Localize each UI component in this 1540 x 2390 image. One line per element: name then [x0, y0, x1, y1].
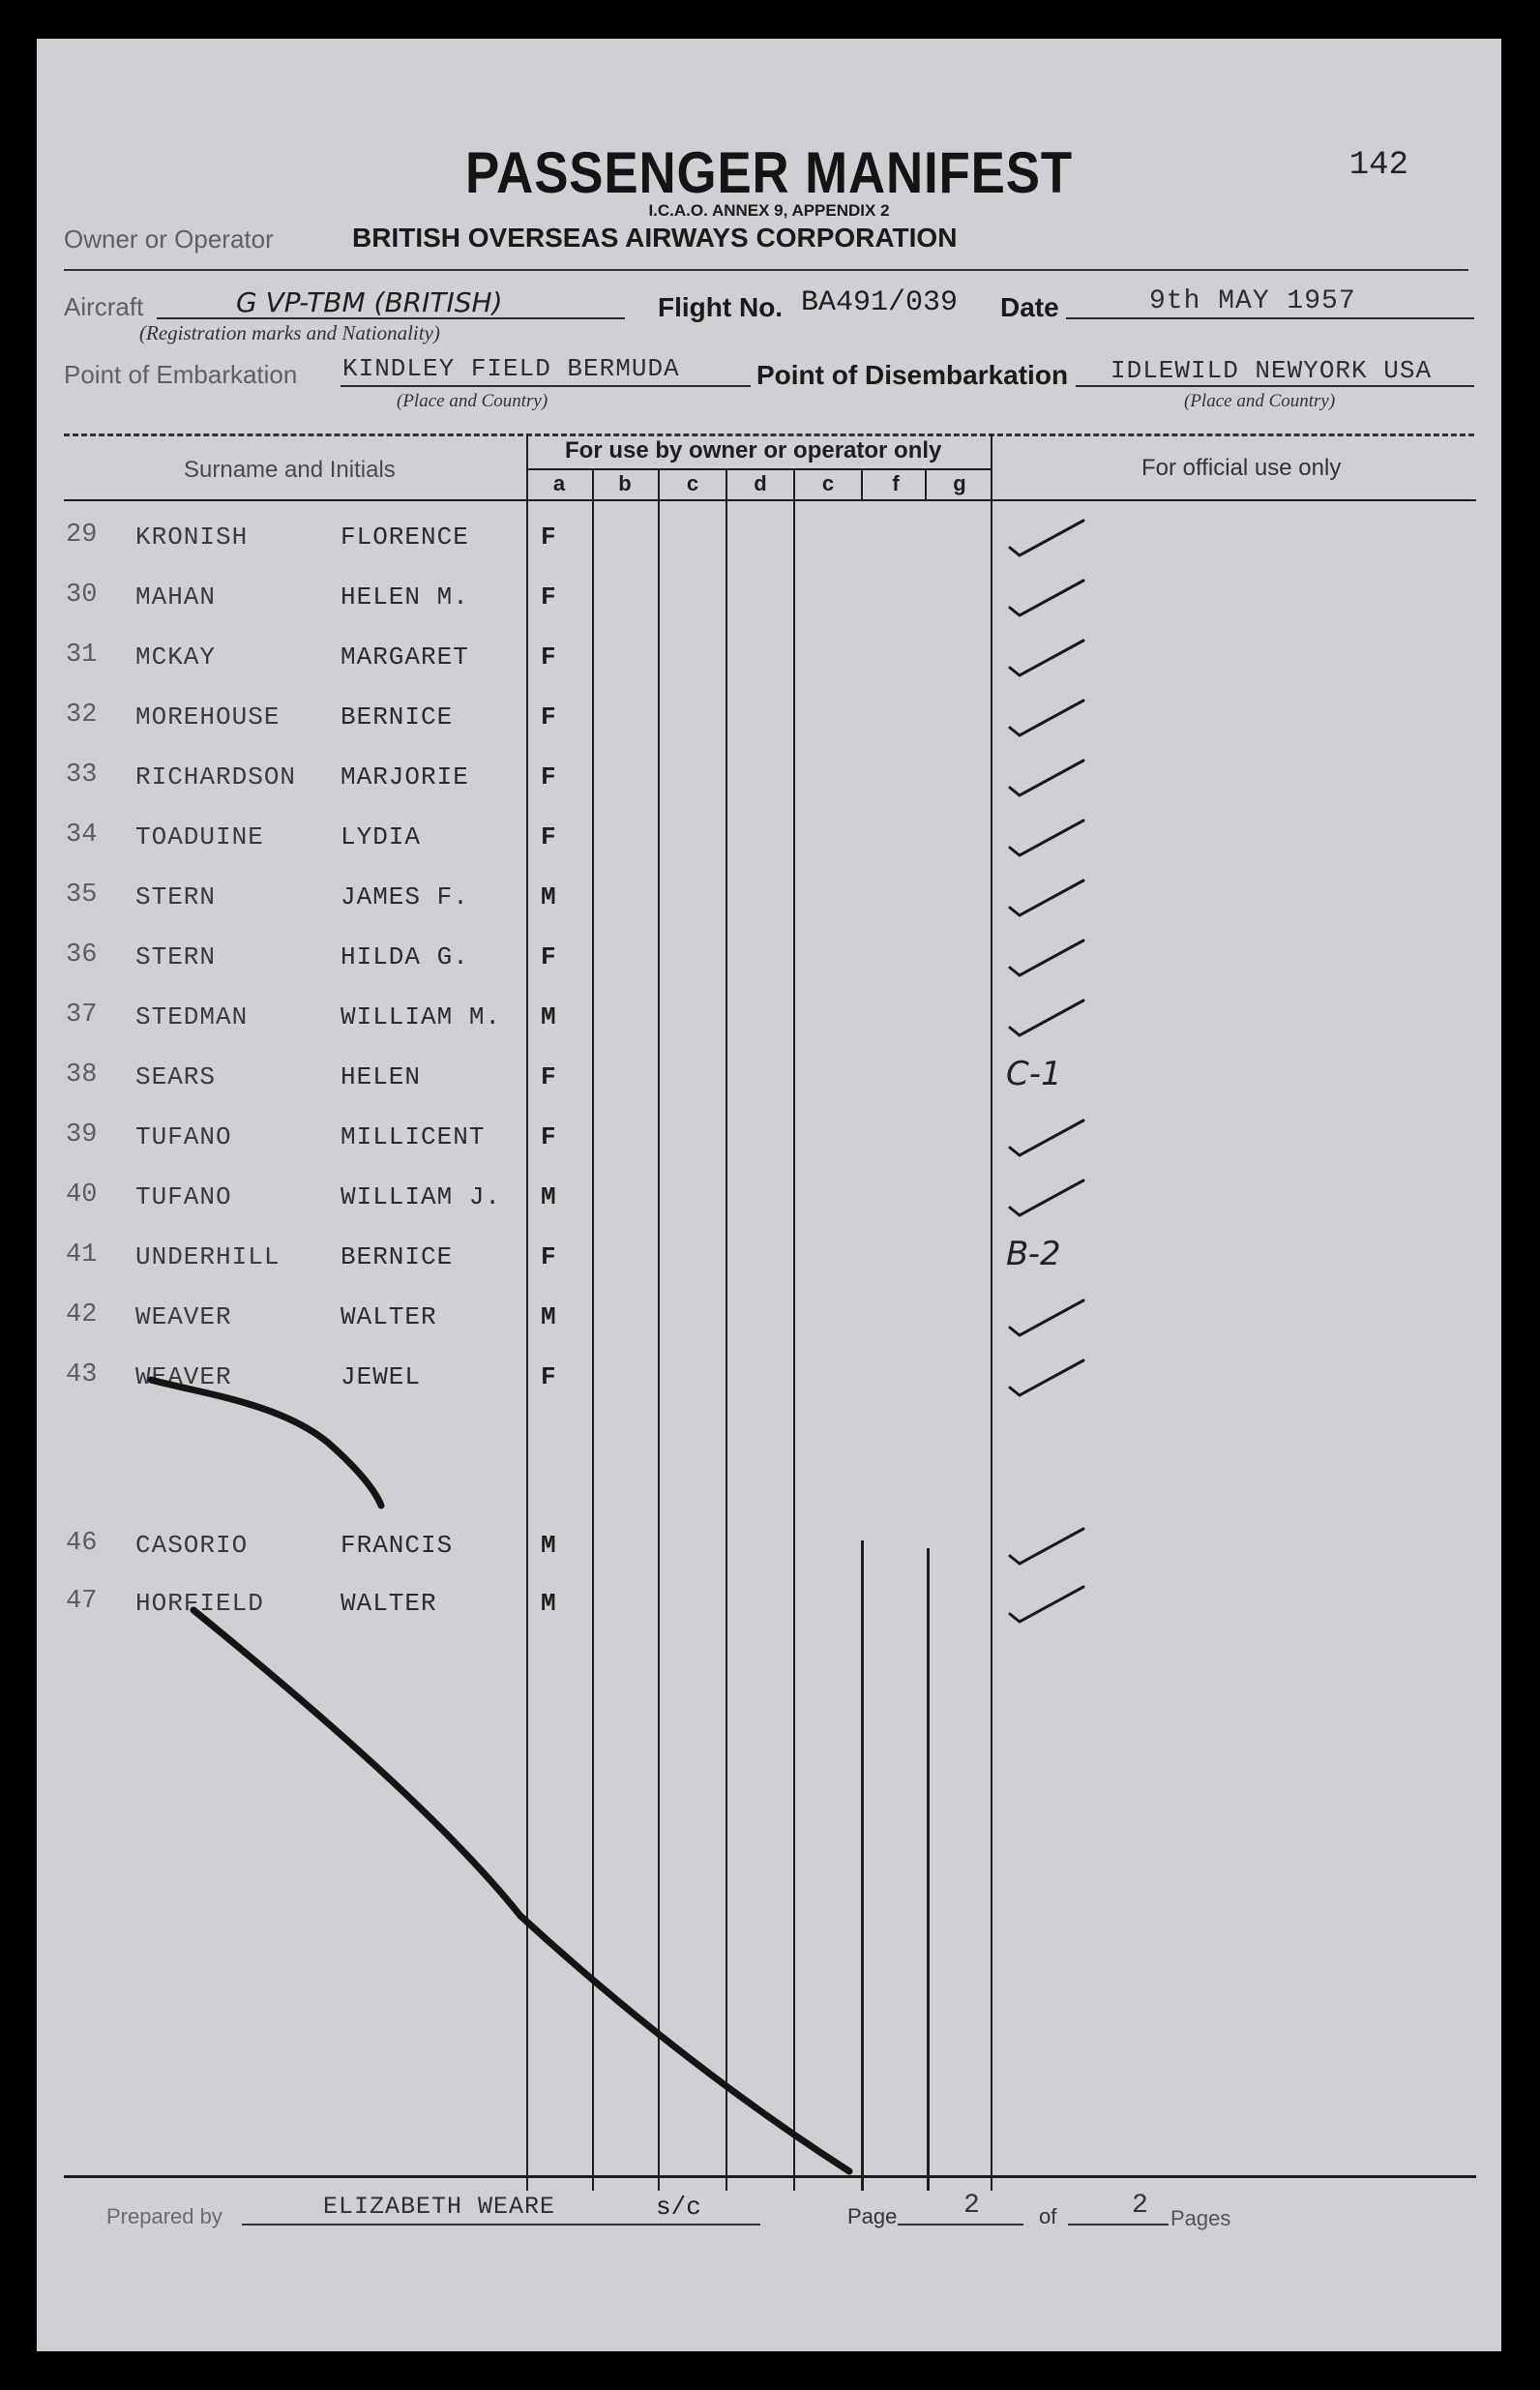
official-mark: C-1	[1006, 1055, 1062, 1093]
col-header-f: f	[892, 471, 900, 495]
flight-label: Flight No.	[658, 292, 784, 322]
passenger-number: 33	[66, 761, 98, 790]
col-header-a: a	[552, 471, 566, 495]
passenger-sex: F	[541, 822, 556, 851]
document-subtitle: I.C.A.O. ANNEX 9, APPENDIX 2	[648, 201, 890, 220]
page-label: Page	[847, 2204, 898, 2228]
official-header: For official use only	[1141, 455, 1342, 481]
passenger-initials: LYDIA	[341, 822, 422, 851]
passenger-surname: STEDMAN	[135, 1002, 249, 1031]
page-number: 142	[1348, 147, 1408, 184]
passenger-initials: HELEN	[341, 1062, 422, 1091]
prepared-label: Prepared by	[106, 2204, 222, 2228]
name-header: Surname and Initials	[184, 457, 396, 483]
passenger-initials: FLORENCE	[341, 523, 469, 552]
passenger-surname: HORFIELD	[135, 1589, 264, 1618]
passenger-number: 35	[66, 881, 98, 910]
passenger-initials: MILLICENT	[341, 1122, 486, 1151]
pages-label: Pages	[1170, 2206, 1231, 2230]
passenger-number: 36	[66, 941, 98, 970]
passenger-number: 34	[66, 821, 98, 850]
col-header-d: d	[754, 471, 767, 495]
passenger-sex: F	[541, 1242, 556, 1271]
passenger-initials: HILDA G.	[341, 942, 469, 971]
passenger-sex: M	[541, 1589, 556, 1618]
passenger-surname: MOREHOUSE	[135, 702, 281, 732]
passenger-surname: RICHARDSON	[135, 762, 297, 792]
passenger-initials: WILLIAM M.	[341, 1002, 502, 1031]
passenger-sex: F	[541, 702, 556, 732]
aircraft-value: G VP-TBM (BRITISH)	[236, 286, 503, 318]
strike-stroke-upper	[151, 1380, 381, 1506]
passenger-initials: BERNICE	[341, 1242, 454, 1271]
passenger-number: 40	[66, 1180, 98, 1210]
passenger-number: 38	[66, 1061, 98, 1090]
passenger-initials: JAMES F.	[341, 882, 469, 911]
aircraft-label: Aircraft	[64, 292, 144, 321]
passenger-initials: WALTER	[341, 1589, 437, 1618]
passenger-number: 42	[66, 1300, 98, 1329]
passenger-sex: M	[541, 1002, 556, 1031]
passenger-initials: MARJORIE	[341, 762, 469, 792]
passenger-sex: F	[541, 942, 556, 971]
aircraft-caption: (Registration marks and Nationality)	[139, 321, 440, 344]
operator-value: BRITISH OVERSEAS AIRWAYS CORPORATION	[352, 223, 958, 253]
passenger-surname: CASORIO	[135, 1531, 249, 1560]
col-header-c: c	[686, 471, 699, 495]
operator-label: Owner or Operator	[64, 224, 274, 254]
passenger-initials: FRANCIS	[341, 1531, 454, 1560]
passenger-number: 31	[66, 641, 98, 670]
document-title: PASSENGER MANIFEST	[465, 140, 1073, 205]
col-header-g: g	[953, 471, 966, 495]
official-mark: B-2	[1006, 1235, 1061, 1273]
passenger-sex: M	[541, 882, 556, 911]
passenger-number: 37	[66, 1001, 98, 1030]
passenger-number: 39	[66, 1120, 98, 1150]
passenger-sex: M	[541, 1531, 556, 1560]
passenger-initials: WALTER	[341, 1302, 437, 1331]
passenger-surname: STERN	[135, 942, 217, 971]
manifest-page	[37, 39, 1501, 2351]
passenger-number: 47	[66, 1587, 98, 1616]
passenger-sex: M	[541, 1182, 556, 1211]
pen-strokes	[37, 39, 1501, 2351]
passenger-sex: F	[541, 762, 556, 792]
embarkation-label: Point of Embarkation	[64, 360, 298, 389]
passenger-number: 32	[66, 701, 98, 730]
passenger-surname: MAHAN	[135, 583, 217, 612]
passenger-sex: F	[541, 1362, 556, 1391]
passenger-surname: TUFANO	[135, 1182, 232, 1211]
passenger-initials: WILLIAM J.	[341, 1182, 502, 1211]
passenger-number: 41	[66, 1240, 98, 1270]
embarkation-value: KINDLEY FIELD BERMUDA	[342, 354, 680, 383]
passenger-sex: F	[541, 1122, 556, 1151]
prepared-value: ELIZABETH WEARE	[323, 2193, 556, 2221]
passenger-surname: SEARS	[135, 1062, 217, 1091]
passenger-surname: WEAVER	[135, 1362, 232, 1391]
passenger-surname: TOADUINE	[135, 822, 264, 851]
passenger-surname: UNDERHILL	[135, 1242, 281, 1271]
passenger-sex: F	[541, 583, 556, 612]
passenger-initials: MARGARET	[341, 642, 469, 672]
col-header-b: b	[618, 471, 632, 495]
disembarkation-label: Point of Disembarkation	[756, 360, 1069, 390]
col-header-e: c	[821, 471, 835, 495]
passenger-sex: F	[541, 642, 556, 672]
passenger-surname: TUFANO	[135, 1122, 232, 1151]
passenger-surname: WEAVER	[135, 1302, 232, 1331]
of-label: of	[1039, 2204, 1057, 2228]
passenger-number: 46	[66, 1529, 98, 1558]
passenger-number: 43	[66, 1360, 98, 1389]
passenger-sex: M	[541, 1302, 556, 1331]
embarkation-caption: (Place and Country)	[397, 391, 548, 411]
passenger-initials: BERNICE	[341, 702, 454, 732]
total-pages-value: 2	[1132, 2191, 1148, 2221]
passenger-surname: MCKAY	[135, 642, 217, 672]
date-label: Date	[1000, 292, 1059, 322]
passenger-sex: F	[541, 1062, 556, 1091]
owner-header: For use by owner or operator only	[565, 437, 942, 463]
flight-value: BA491/039	[801, 286, 959, 319]
passenger-surname: KRONISH	[135, 523, 249, 552]
passenger-initials: JEWEL	[341, 1362, 422, 1391]
passenger-initials: HELEN M.	[341, 583, 469, 612]
disembarkation-caption: (Place and Country)	[1184, 391, 1336, 411]
disembarkation-value: IDLEWILD NEWYORK USA	[1111, 356, 1433, 385]
strike-stroke-lower	[193, 1610, 849, 2171]
passenger-number: 30	[66, 581, 98, 610]
passenger-sex: F	[541, 523, 556, 552]
date-value: 9th MAY 1957	[1149, 286, 1356, 316]
passenger-surname: STERN	[135, 882, 217, 911]
prepared-suffix: s/c	[656, 2193, 701, 2222]
passenger-number: 29	[66, 521, 98, 550]
page-value: 2	[963, 2191, 980, 2221]
